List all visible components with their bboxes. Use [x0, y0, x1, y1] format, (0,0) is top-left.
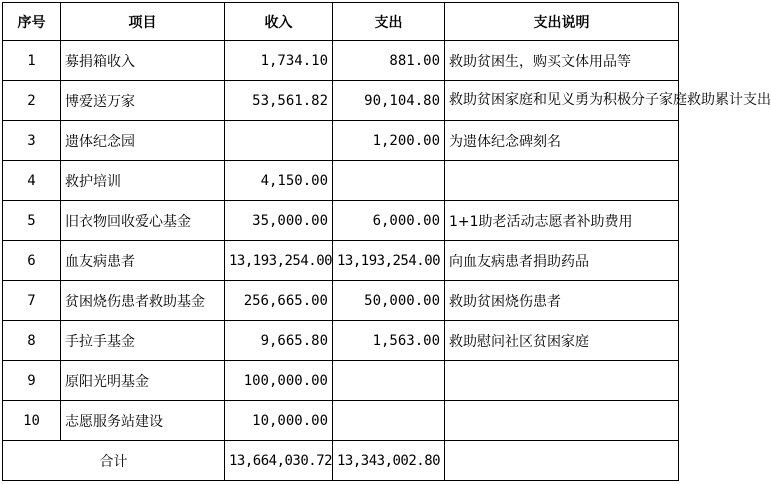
table-row	[3, 201, 679, 241]
row-note	[445, 361, 679, 401]
row-item: 遗体纪念园	[61, 121, 225, 161]
row-expense	[333, 161, 445, 201]
finance-table	[2, 2, 771, 481]
row-expense: 90,104.80	[333, 81, 445, 121]
row-note: 1+1助老活动志愿者补助费用	[445, 201, 679, 241]
row-item: 救护培训	[61, 161, 225, 201]
header-item: 项目	[61, 3, 225, 41]
row-note	[445, 401, 679, 441]
row-income: 256,665.00	[225, 281, 333, 321]
row-item: 手拉手基金	[61, 321, 225, 361]
row-item: 原阳光明基金	[61, 361, 225, 401]
row-index: 2	[3, 81, 61, 121]
row-income: 9,665.80	[225, 321, 333, 361]
row-item: 募捐箱收入	[61, 41, 225, 81]
table-row	[3, 361, 679, 401]
row-expense	[333, 361, 445, 401]
row-income	[225, 121, 333, 161]
header-note: 支出说明	[445, 3, 679, 41]
table-row	[3, 281, 679, 321]
row-index: 10	[3, 401, 61, 441]
total-note	[445, 441, 679, 481]
header-expense: 支出	[333, 3, 445, 41]
header-row	[3, 3, 679, 41]
header-index: 序号	[3, 3, 61, 41]
row-income: 35,000.00	[225, 201, 333, 241]
row-index: 7	[3, 281, 61, 321]
row-index: 4	[3, 161, 61, 201]
row-expense: 1,200.00	[333, 121, 445, 161]
row-expense: 1,563.00	[333, 321, 445, 361]
row-note: 救助慰问社区贫困家庭	[445, 321, 679, 361]
total-row	[3, 441, 679, 481]
table-row	[3, 321, 679, 361]
row-index: 3	[3, 121, 61, 161]
row-item: 志愿服务站建设	[61, 401, 225, 441]
header-income: 收入	[225, 3, 333, 41]
row-note: 救助贫困家庭和见义勇为积极分子家庭救助累计支出	[445, 81, 679, 121]
row-note: 救助贫困生，购买文体用品等	[445, 41, 679, 81]
row-item: 贫困烧伤患者救助基金	[61, 281, 225, 321]
row-income: 53,561.82	[225, 81, 333, 121]
row-index: 6	[3, 241, 61, 281]
row-index: 1	[3, 41, 61, 81]
row-note: 向血友病患者捐助药品	[445, 241, 679, 281]
row-expense: 13,193,254.00	[333, 241, 445, 281]
total-income: 13,664,030.72	[225, 441, 333, 481]
row-income: 1,734.10	[225, 41, 333, 81]
row-income: 100,000.00	[225, 361, 333, 401]
table-row	[3, 401, 679, 441]
row-item: 旧衣物回收爱心基金	[61, 201, 225, 241]
row-note: 救助贫困烧伤患者	[445, 281, 679, 321]
row-income: 13,193,254.00	[225, 241, 333, 281]
table-row	[3, 121, 679, 161]
row-index: 8	[3, 321, 61, 361]
table-row	[3, 41, 679, 81]
row-expense	[333, 401, 445, 441]
table-row	[3, 161, 679, 201]
row-income: 4,150.00	[225, 161, 333, 201]
row-note	[445, 161, 679, 201]
total-expense: 13,343,002.80	[333, 441, 445, 481]
row-note: 为遗体纪念碑刻名	[445, 121, 679, 161]
table-row	[3, 241, 679, 281]
table-row	[3, 81, 679, 121]
row-expense: 881.00	[333, 41, 445, 81]
row-expense: 6,000.00	[333, 201, 445, 241]
row-item: 博爱送万家	[61, 81, 225, 121]
row-expense: 50,000.00	[333, 281, 445, 321]
row-item: 血友病患者	[61, 241, 225, 281]
row-index: 9	[3, 361, 61, 401]
total-label: 合计	[3, 441, 225, 481]
row-index: 5	[3, 201, 61, 241]
row-income: 10,000.00	[225, 401, 333, 441]
